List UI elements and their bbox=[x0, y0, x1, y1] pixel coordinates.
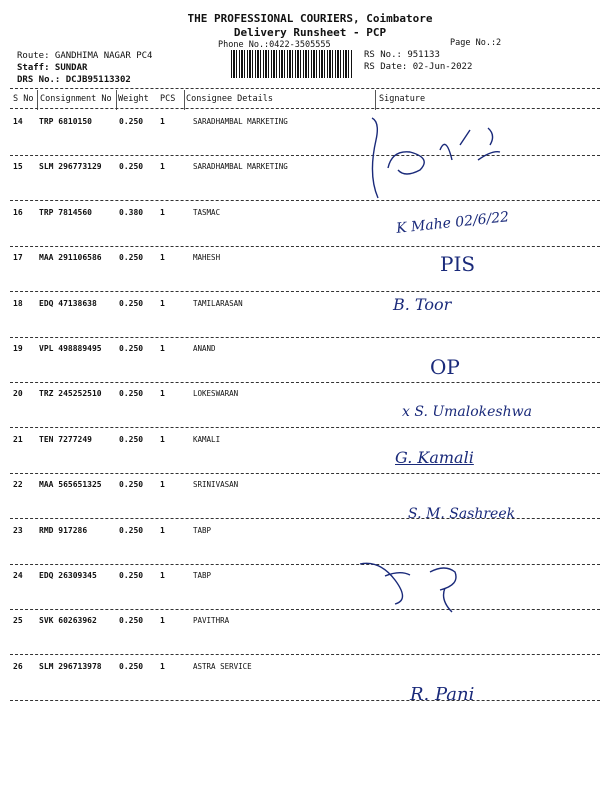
signature-row-20: x S. Umalokeshwa bbox=[402, 404, 532, 420]
cell-consignment: EDQ 26309345 bbox=[39, 571, 97, 580]
col-divider bbox=[184, 90, 185, 110]
cell-consignment: TRP 7814560 bbox=[39, 207, 92, 217]
cell-pcs: 1 bbox=[160, 162, 165, 172]
col-consignee: Consignee Details bbox=[186, 94, 273, 104]
row-divider bbox=[10, 564, 600, 565]
cell-sno: 14 bbox=[13, 117, 23, 126]
cell-consignee: TAMILARASAN bbox=[193, 298, 243, 308]
company-title: THE PROFESSIONAL COURIERS, Coimbatore bbox=[187, 12, 433, 25]
col-divider bbox=[375, 90, 376, 110]
cell-consignee: MAHESH bbox=[193, 253, 221, 263]
cell-consignment: SVK 60263962 bbox=[39, 616, 97, 626]
page-number: Page No.:2 bbox=[450, 38, 502, 48]
cell-consignment: MAA 291106586 bbox=[39, 253, 102, 263]
cell-sno: 22 bbox=[13, 480, 23, 490]
cell-consignment: EDQ 47138638 bbox=[39, 298, 97, 308]
signature-row-22: S. M. Sashreek bbox=[408, 506, 516, 522]
col-divider bbox=[37, 90, 38, 110]
row-divider bbox=[10, 382, 600, 383]
col-divider bbox=[116, 90, 117, 110]
cell-pcs: 1 bbox=[160, 616, 165, 626]
document-subtitle: Delivery Runsheet - PCP bbox=[233, 26, 387, 39]
cell-consignment: TEN 7277249 bbox=[39, 434, 92, 444]
cell-sno: 24 bbox=[13, 571, 23, 580]
route-info: Route: GANDHIMA NAGAR PC4 bbox=[17, 51, 153, 61]
cell-weight: 0.250 bbox=[119, 253, 144, 263]
cell-consignment: RMD 917286 bbox=[39, 525, 88, 535]
cell-pcs: 1 bbox=[160, 344, 165, 353]
signature-row-18: B. Toor bbox=[393, 295, 452, 314]
cell-sno: 20 bbox=[13, 389, 23, 399]
cell-consignee: TABP bbox=[193, 525, 212, 535]
cell-weight: 0.250 bbox=[119, 616, 144, 626]
phone-number: Phone No.:0422-3505555 bbox=[218, 40, 331, 50]
cell-pcs: 1 bbox=[160, 207, 165, 217]
row-divider bbox=[10, 700, 600, 701]
cell-weight: 0.250 bbox=[119, 298, 144, 308]
staff-info: Staff: SUNDAR bbox=[17, 63, 88, 73]
cell-pcs: 1 bbox=[160, 525, 165, 535]
cell-weight: 0.250 bbox=[119, 117, 144, 126]
col-weight: Weight bbox=[118, 94, 149, 104]
signature-row-17: PIS bbox=[440, 252, 476, 276]
rs-number: RS No.: 951133 bbox=[364, 50, 440, 60]
cell-pcs: 1 bbox=[160, 253, 165, 263]
row-divider bbox=[10, 337, 600, 338]
cell-consignee: TABP bbox=[193, 571, 212, 580]
cell-consignee: LOKESWARAN bbox=[193, 389, 239, 399]
cell-consignment: MAA 565651325 bbox=[39, 480, 102, 490]
row-divider bbox=[10, 200, 600, 201]
cell-pcs: 1 bbox=[160, 480, 165, 490]
cell-sno: 26 bbox=[13, 661, 23, 671]
cell-consignment: TRZ 245252510 bbox=[39, 389, 102, 399]
signature-row-16: K Mahe 02/6/22 bbox=[395, 209, 510, 237]
header-divider bbox=[10, 88, 600, 89]
cell-pcs: 1 bbox=[160, 117, 165, 126]
cell-sno: 25 bbox=[13, 616, 23, 626]
cell-weight: 0.250 bbox=[119, 344, 144, 353]
row-divider bbox=[10, 291, 600, 292]
col-consignment: Consignment No bbox=[40, 94, 112, 104]
cell-pcs: 1 bbox=[160, 661, 165, 671]
cell-consignee: SRINIVASAN bbox=[193, 480, 239, 490]
cell-weight: 0.250 bbox=[119, 434, 144, 444]
cell-consignee: ANAND bbox=[193, 344, 216, 353]
cell-consignment: VPL 498889495 bbox=[39, 344, 102, 353]
cell-consignment: SLM 296773129 bbox=[39, 162, 102, 172]
cell-sno: 18 bbox=[13, 298, 23, 308]
cell-weight: 0.250 bbox=[119, 162, 144, 172]
barcode-image bbox=[231, 50, 353, 78]
row-divider bbox=[10, 609, 600, 610]
column-header-divider bbox=[10, 108, 600, 109]
row-divider bbox=[10, 427, 600, 428]
cell-consignee: ASTRA SERVICE bbox=[193, 661, 252, 671]
cell-sno: 23 bbox=[13, 525, 23, 535]
cell-consignee: SARADHAMBAL MARKETING bbox=[193, 117, 288, 126]
cell-consignee: TASMAC bbox=[193, 207, 221, 217]
cell-pcs: 1 bbox=[160, 298, 165, 308]
cell-sno: 19 bbox=[13, 344, 23, 353]
cell-consignee: SARADHAMBAL MARKETING bbox=[193, 162, 288, 172]
cell-consignee: PAVITHRA bbox=[193, 616, 230, 626]
cell-weight: 0.250 bbox=[119, 480, 144, 490]
row-divider bbox=[10, 246, 600, 247]
cell-sno: 16 bbox=[13, 207, 23, 217]
signature-row-26: R. Pani bbox=[410, 684, 475, 705]
cell-pcs: 1 bbox=[160, 434, 165, 444]
cell-weight: 0.250 bbox=[119, 571, 144, 580]
cell-consignment: TRP 6810150 bbox=[39, 117, 92, 126]
row-divider bbox=[10, 654, 600, 655]
cell-pcs: 1 bbox=[160, 571, 165, 580]
rs-date: RS Date: 02-Jun-2022 bbox=[364, 62, 473, 72]
cell-sno: 17 bbox=[13, 253, 23, 263]
cell-pcs: 1 bbox=[160, 389, 165, 399]
cell-weight: 0.250 bbox=[119, 389, 144, 399]
signature-row-19: OP bbox=[430, 355, 460, 379]
cell-sno: 15 bbox=[13, 162, 23, 172]
drs-number: DRS No.: DCJB95113302 bbox=[17, 75, 131, 85]
cell-weight: 0.380 bbox=[119, 207, 144, 217]
signature-row-21: G. Kamali bbox=[395, 448, 474, 467]
cell-weight: 0.250 bbox=[119, 525, 144, 535]
row-divider bbox=[10, 473, 600, 474]
cell-consignment: SLM 296713978 bbox=[39, 661, 102, 671]
col-signature: Signature bbox=[379, 94, 426, 104]
cell-sno: 21 bbox=[13, 434, 23, 444]
col-sno: S No bbox=[13, 94, 34, 104]
col-pcs: PCS bbox=[160, 94, 176, 104]
row-divider bbox=[10, 155, 600, 156]
cell-weight: 0.250 bbox=[119, 661, 144, 671]
cell-consignee: KAMALI bbox=[193, 434, 221, 444]
